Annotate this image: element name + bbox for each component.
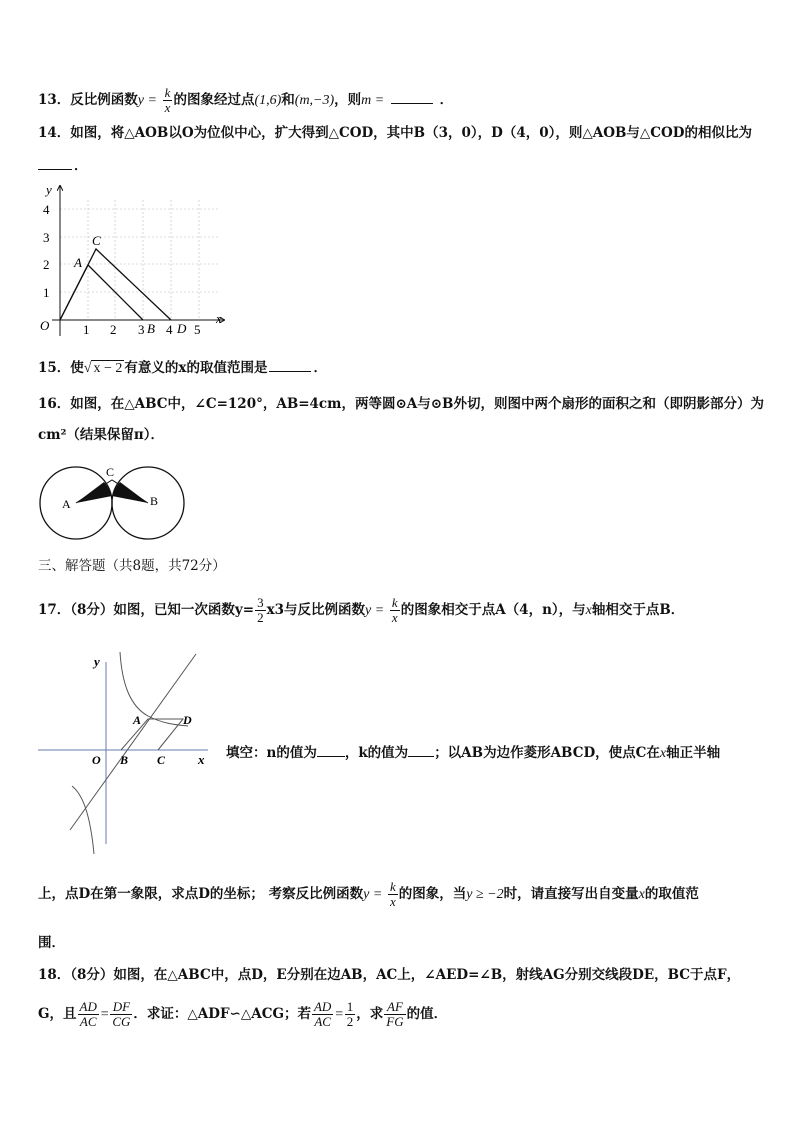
answer-blank[interactable] — [269, 357, 311, 372]
x-axis-label: x — [198, 752, 205, 767]
question-13: 13．反比例函数y = $\frac{k}{x}$ 的图象经过点(1,6)和(m,−3)，则m = ． — [38, 85, 454, 115]
fraction-ad-ac: $\frac{AD}{AC}$ — [79, 999, 97, 1029]
point-label-a: A — [74, 255, 82, 270]
question-18-line2: G，且 $\frac{AD}{AC}$ = $\frac{DF}{CG}$ ．求证：△ADF∽△ACG；若 $\frac{AD}{AC}$ = $\frac{1}{2}$ ，求 $\frac{AF}{FG}$ 的值． — [38, 999, 448, 1029]
section-title: 三、解答题（共8题，共72分） — [38, 558, 226, 574]
fraction-df-cg: $\frac{DF}{CG}$ — [112, 999, 131, 1029]
y-tick-3: 3 — [43, 230, 50, 245]
fraction-ad-ac-2: $\frac{AD}{AC}$ — [313, 999, 332, 1029]
label-b: B — [150, 494, 159, 508]
origin-label: O — [40, 318, 50, 333]
question-17-line4: 围． — [38, 935, 65, 951]
question-18: 18．（8分）如图，在△ABC中，点D，E分别在边AB，AC上，∠AED=∠B，射线AG分别交线段DE，BC于点F， — [38, 967, 741, 983]
x-axis-label: x — [216, 311, 222, 326]
fraction-3-over-2: $\frac{3}{2}$ — [257, 595, 264, 625]
answer-blank[interactable] — [391, 89, 433, 104]
point-label-d: D — [183, 713, 192, 727]
x-tick-5: 5 — [194, 322, 201, 337]
point-label-c: C — [157, 753, 166, 767]
y-tick-4: 4 — [43, 202, 50, 217]
question-16-line2: cm²（结果保留π）． — [38, 427, 165, 443]
fraction-1-2: $\frac{1}{2}$ — [346, 999, 354, 1029]
point-label-d: D — [177, 321, 187, 336]
x-tick-1: 1 — [83, 322, 90, 337]
fraction-k-over-x: $\frac{k}{x}$ — [391, 595, 398, 625]
y-tick-2: 2 — [43, 257, 50, 272]
y-axis-label: y — [94, 654, 100, 669]
question-16: 16．如图，在△ABC中，∠C=120°，AB=4cm，两等圆⊙A与⊙B外切，则图中两个扇形的面积之和（即阴影部分）为 — [38, 396, 764, 412]
function-graph-figure — [38, 644, 218, 860]
similar-triangles-figure — [34, 180, 234, 340]
y-tick-1: 1 — [43, 285, 50, 300]
fraction-k-over-x: $\frac{k}{x}$ — [164, 85, 171, 115]
hyperbola-branch-1 — [120, 652, 188, 726]
y-axis-label: y — [46, 182, 52, 197]
point-label-b: B — [120, 753, 129, 767]
sqrt-expression: √ x − 2 — [83, 361, 123, 376]
fraction-af-fg: $\frac{AF}{FG}$ — [386, 999, 404, 1029]
linear-function-line — [70, 654, 196, 830]
point-label-b: B — [147, 321, 155, 336]
x-tick-4: 4 — [166, 322, 173, 337]
question-14: 14．如图，将△AOB以O为位似中心，扩大得到△COD，其中B（3，0），D（4，0），则△AOB与△COD的相似比为 — [38, 125, 752, 141]
question-15: 15．使√ x − 2 有意义的x的取值范围是 ． — [38, 357, 762, 379]
answer-blank-n[interactable] — [317, 742, 345, 757]
point-label-a: A — [133, 713, 142, 727]
question-17-line3: 上，点D在第一象限，求点D的坐标； 考察反比例函数y = $\frac{k}{x}$ 的图象，当y ≥ −2时，请直接写出自变量x的取值范 — [38, 879, 699, 909]
label-a: A — [62, 497, 71, 511]
x-tick-3: 3 — [138, 322, 145, 337]
question-14-line2: ． — [38, 155, 762, 176]
tangent-circles-figure — [36, 460, 188, 544]
triangle-aob — [60, 265, 143, 320]
point-label-c: C — [92, 233, 101, 248]
question-17: 17．（8分）如图，已知一次函数y= $\frac{3}{2}$ x3与反比例函数y = $\frac{k}{x}$ 的图象相交于点A（4，n），与x轴相交于点B． — [38, 595, 685, 625]
answer-blank[interactable] — [38, 155, 72, 170]
origin-label: O — [92, 753, 101, 767]
fraction-k-over-x: $\frac{k}{x}$ — [390, 879, 396, 909]
question-17-fill: 填空：n的值为 ，k的值为 ；以AB为边作菱形ABCD，使点C在x轴正半轴 — [226, 742, 766, 764]
x-tick-2: 2 — [110, 322, 117, 337]
answer-blank-k[interactable] — [408, 742, 434, 757]
hyperbola-branch-2 — [72, 786, 94, 854]
grid — [60, 200, 219, 320]
label-c: C — [106, 465, 115, 479]
